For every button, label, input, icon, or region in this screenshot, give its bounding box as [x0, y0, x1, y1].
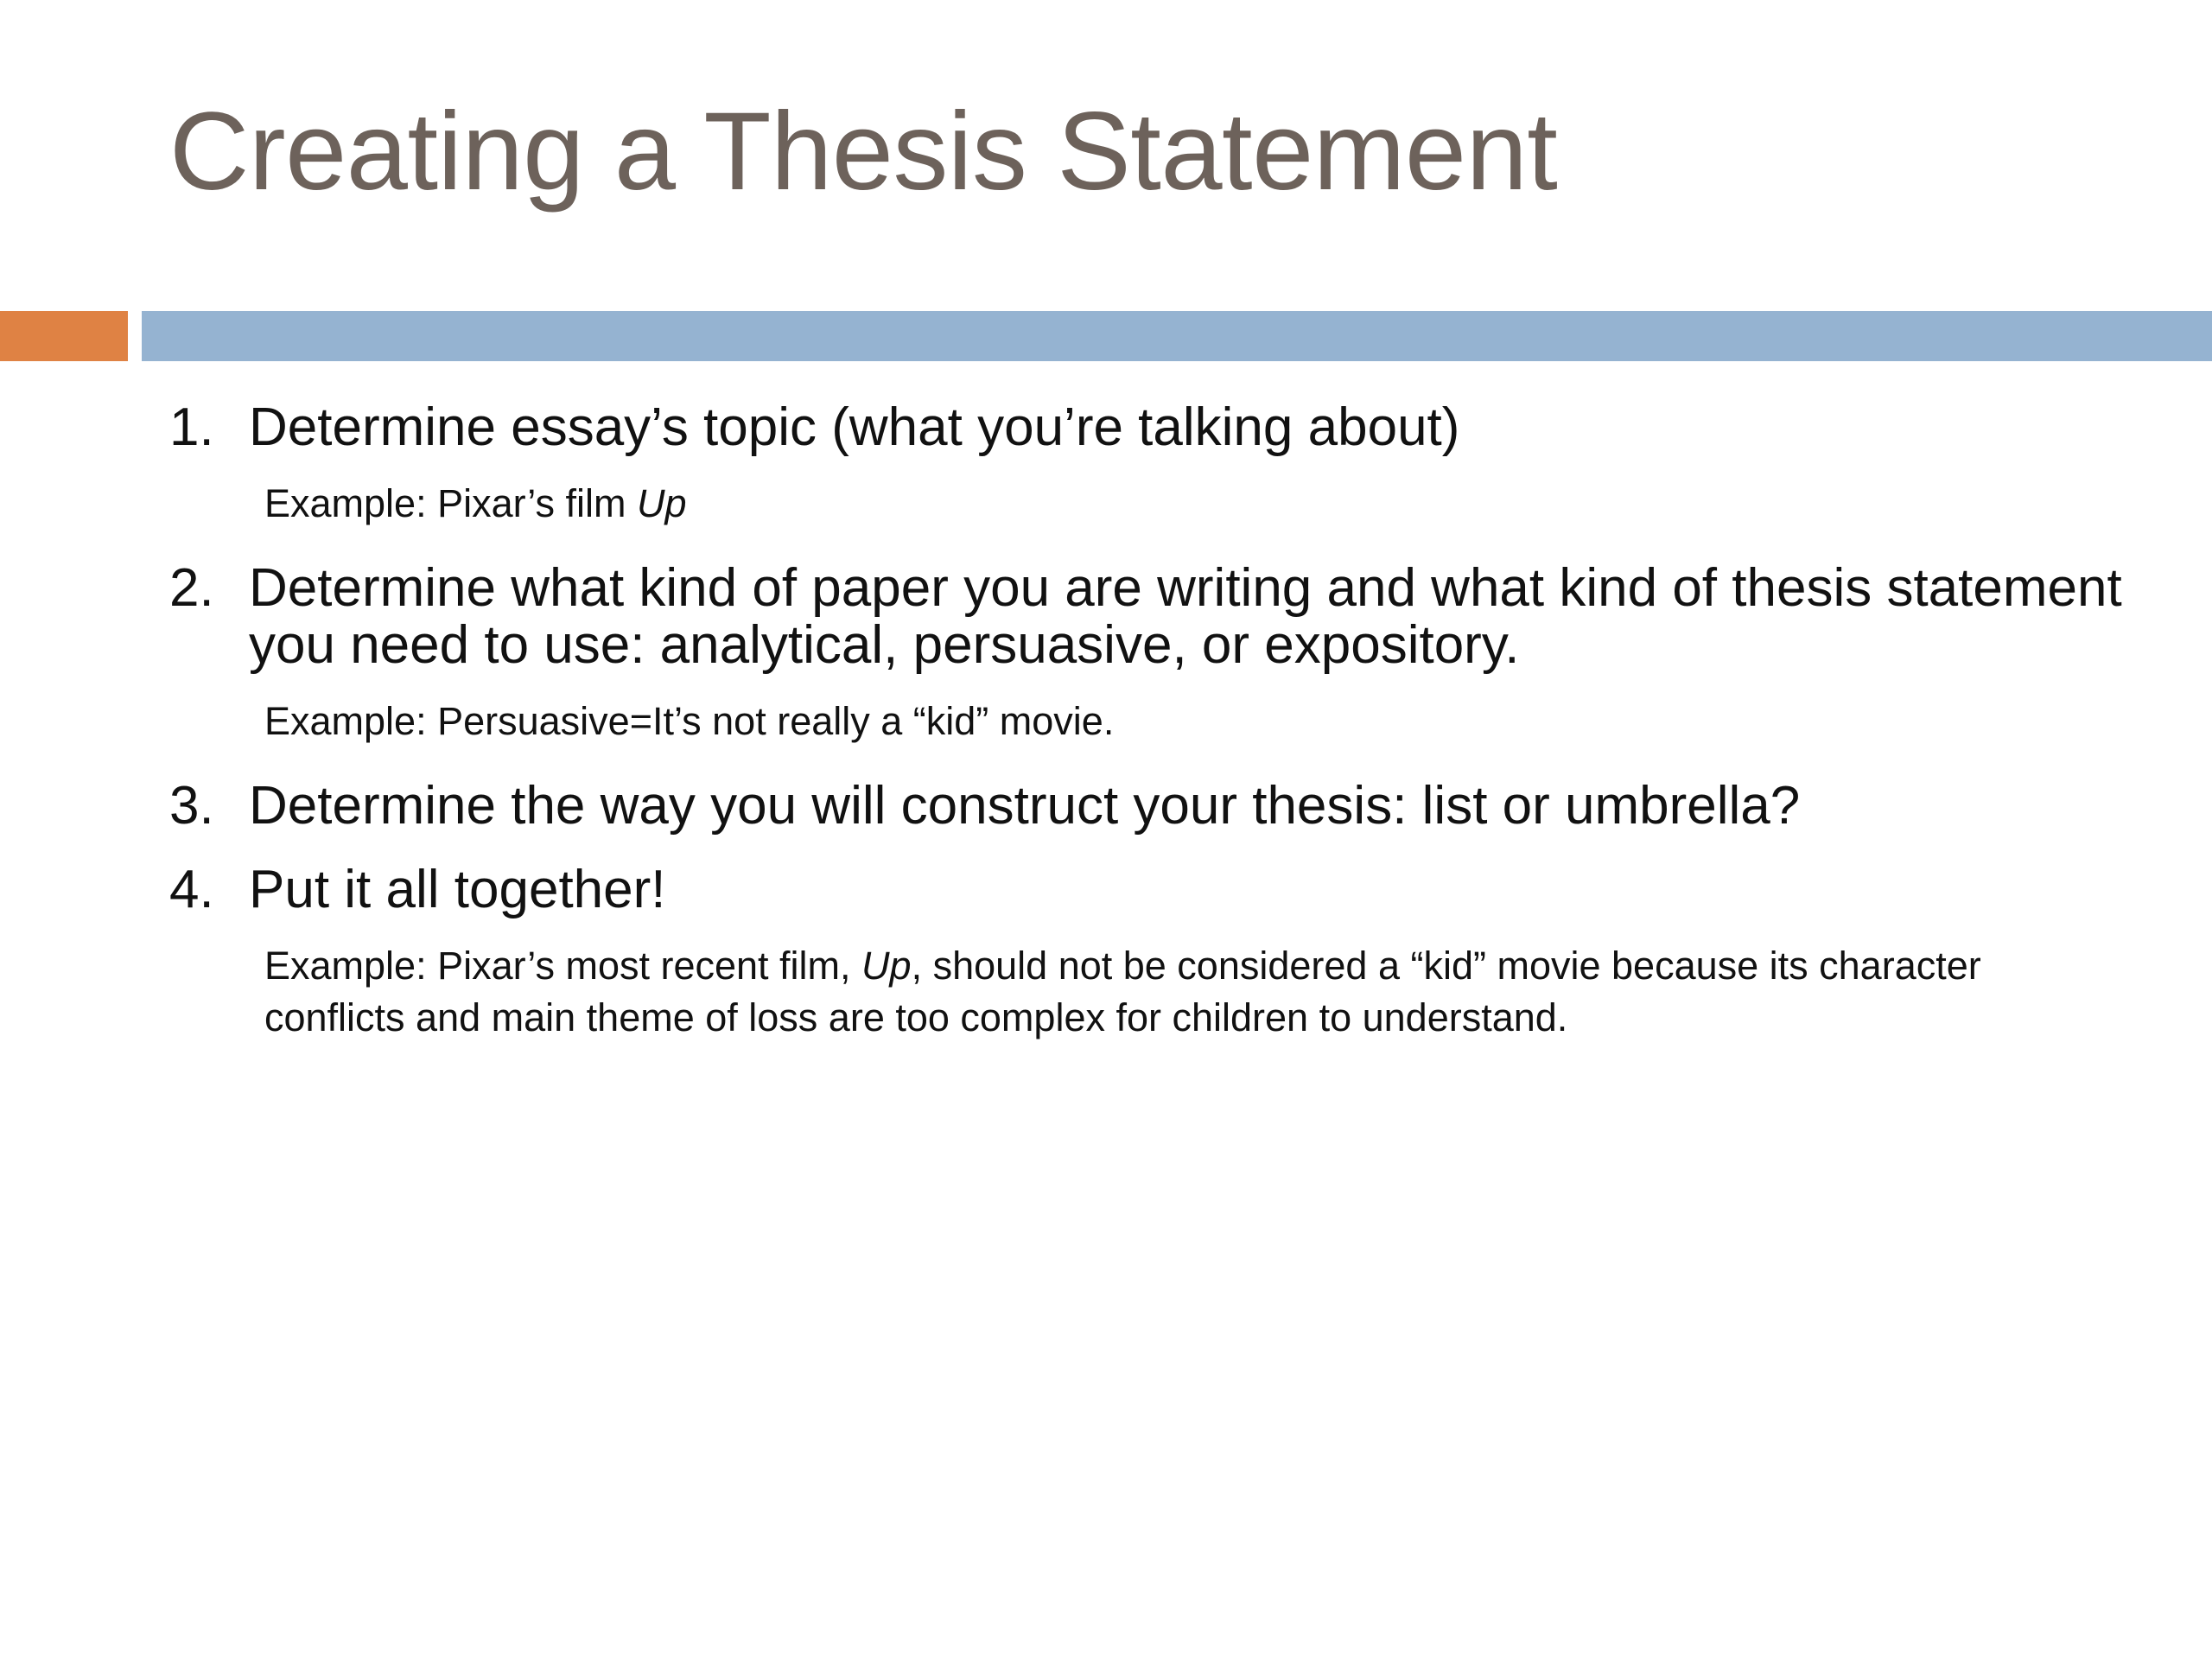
list-item-example: [264, 940, 2079, 1043]
list-item: [169, 861, 2131, 918]
page-title: Creating a Thesis Statement: [169, 90, 1558, 213]
slide-body: [169, 399, 2131, 1074]
list-item-example: [264, 696, 2079, 747]
example-text: Example: Pixar’s most recent film,: [264, 944, 862, 988]
example-italic-title: Up: [861, 944, 912, 988]
list-item-number: 4.: [169, 860, 214, 920]
example-italic-title: Up: [636, 481, 687, 526]
example-text-suffix: , should not be considered a “kid” movie because its character conflicts and main theme of loss are too complex for children to understand.: [264, 944, 1981, 1039]
list-item-number: 1.: [169, 397, 214, 457]
example-text: Example: Persuasive=It’s not really a “kid” movie.: [264, 698, 1115, 743]
title-accent-bar: [0, 311, 128, 361]
list-item: [169, 778, 2131, 834]
list-item-label: Determine essay’s topic (what you’re talking about): [249, 397, 1460, 457]
list-item-label: Determine what kind of paper you are writing and what kind of thesis statement you need to use: analytical, persuasive, or expository.: [249, 558, 2122, 675]
list-item-number: 3.: [169, 776, 214, 836]
list-item-label: Determine the way you will construct your thesis: list or umbrella?: [249, 776, 1801, 836]
title-divider-bar: [142, 311, 2212, 361]
list-item: [169, 399, 2131, 455]
list-item-example: [264, 478, 2079, 529]
list-item: [169, 558, 2131, 675]
list-item-number: 2.: [169, 558, 214, 619]
example-text: Example: Pixar’s film: [264, 481, 637, 526]
list-item-label: Put it all together!: [249, 860, 666, 920]
